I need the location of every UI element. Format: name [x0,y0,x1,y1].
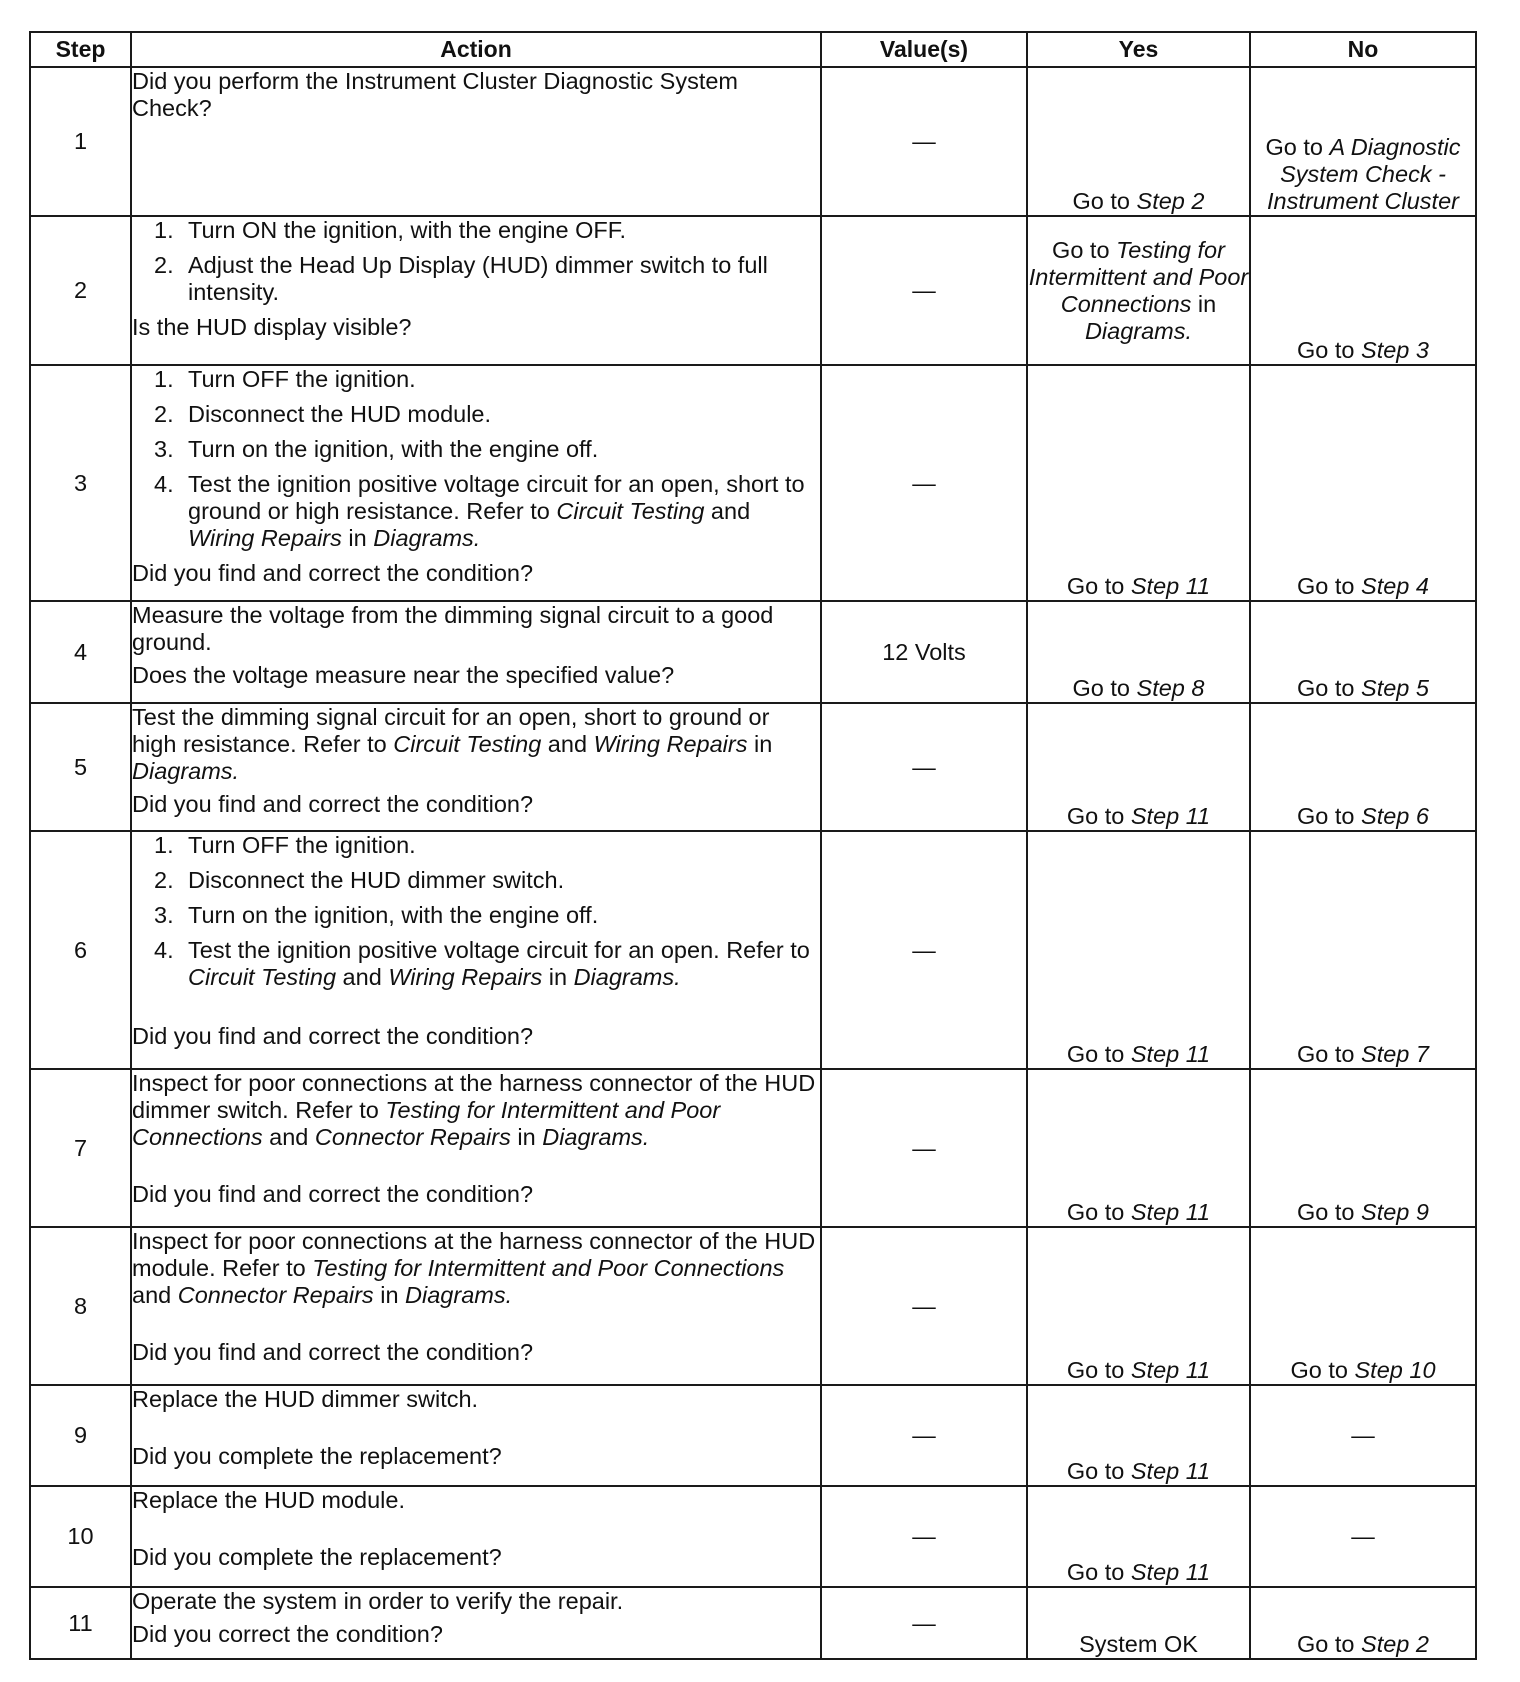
value-cell: — [821,67,1027,216]
yes-cell [1027,703,1250,831]
value-cell: — [821,1227,1027,1385]
action-text [131,601,821,703]
no-prefix: Go to [1297,337,1362,363]
spacer [132,1413,820,1443]
action-question: Did you complete the replacement? [132,1544,502,1570]
list-item: 2. Disconnect the HUD dimmer switch. [154,867,565,893]
action-question: Did you find and correct the condition? [132,1339,534,1365]
table-row [30,1587,1476,1659]
yes-link[interactable]: Step 11 [1130,1041,1211,1067]
ref-link[interactable]: Connector Repairs [314,1124,511,1150]
list-item-text: Disconnect the HUD module. [188,401,492,427]
action-text [131,1069,821,1227]
list-item-text: Turn OFF the ignition. [188,366,416,392]
table-row [30,67,1476,216]
connector-text: and [704,498,751,524]
table-row [30,1227,1476,1385]
ref-link[interactable]: Wiring Repairs [388,964,543,990]
value-cell: — [821,1385,1027,1486]
ref-link[interactable]: Diagrams. [542,1124,650,1150]
action-list [132,217,820,306]
list-item-text: Turn on the ignition, with the engine off. [188,902,599,928]
table-row [30,1486,1476,1587]
table-row [30,365,1476,601]
value-cell: — [821,365,1027,601]
yes-link-2[interactable]: Diagrams. [1084,317,1193,344]
list-item-text: Disconnect the HUD dimmer switch. [188,867,565,893]
yes-prefix: Go to [1066,1199,1131,1225]
step-number: 6 [30,831,131,1069]
ref-link[interactable]: Connector Repairs [177,1282,374,1308]
value-cell: 12 Volts [821,601,1027,703]
action-text [131,1385,821,1486]
connector-text: in [542,964,574,990]
action-instruction: Replace the HUD module. [132,1487,405,1513]
no-cell [1250,1227,1476,1385]
no-prefix: Go to [1297,1041,1362,1067]
no-link[interactable]: Step 2 [1361,1631,1429,1657]
ref-link[interactable]: Circuit Testing [393,731,542,757]
action-text [131,1486,821,1587]
table-row [30,703,1476,831]
ref-link[interactable]: Diagrams. [405,1282,513,1308]
step-number: 1 [30,67,131,216]
action-text [131,1587,821,1659]
connector-text: in [747,731,773,757]
step-number: 5 [30,703,131,831]
action-text [131,703,821,831]
no-link[interactable]: Step 7 [1361,1041,1429,1067]
list-item-text: Test the ignition positive voltage circuit for an open, short to ground or high resistance. Refer to [188,471,805,524]
yes-prefix: Go to [1066,1559,1131,1585]
list-item: 3. Turn on the ignition, with the engine off. [154,902,599,928]
step-number: 3 [30,365,131,601]
action-text [131,831,821,1069]
no-cell: — [1250,1385,1476,1486]
list-item: 4. Test the ignition positive voltage circuit for an open, short to ground or high resistance. Refer to Circuit Testing and Wiring Repairs in Diagrams. [154,471,805,551]
table-row [30,831,1476,1069]
list-item-text: Turn ON the ignition, with the engine OFF. [188,217,627,243]
yes-prefix: Go to [1066,1458,1131,1484]
value-cell: — [821,1587,1027,1659]
list-item: 2. Adjust the Head Up Display (HUD) dimmer switch to full intensity. [154,252,768,305]
no-cell [1250,831,1476,1069]
step-number: 8 [30,1227,131,1385]
yes-prefix: Go to [1072,188,1137,214]
yes-mid: in [1191,290,1217,317]
no-cell [1250,601,1476,703]
no-link[interactable]: Step 4 [1361,573,1429,599]
diagnostic-table [29,31,1477,1660]
yes-link[interactable]: Step 11 [1130,1199,1211,1225]
list-item: 1. Turn ON the ignition, with the engine OFF. [154,217,627,243]
spacer [132,999,820,1023]
action-instruction [132,1228,820,1309]
yes-cell [1027,1069,1250,1227]
value-cell: — [821,1486,1027,1587]
yes-prefix: Go to [1066,1041,1131,1067]
header-yes: Yes [1027,32,1250,67]
no-cell [1250,365,1476,601]
yes-prefix: Go to [1052,236,1117,263]
yes-link[interactable]: Step 11 [1130,1559,1211,1585]
yes-cell [1027,831,1250,1069]
instruction-text: Inspect for poor connections at the harness connector of the HUD dimmer switch. Refer to [132,1070,816,1123]
action-question: Did you find and correct the condition? [132,791,534,817]
ref-link[interactable]: Circuit Testing [556,498,705,524]
list-item: 1. Turn OFF the ignition. [154,366,416,392]
value-cell: — [821,703,1027,831]
list-item-text: Turn on the ignition, with the engine off. [188,436,599,462]
table-row [30,601,1476,703]
value-cell: — [821,216,1027,365]
no-prefix: Go to [1297,675,1362,701]
list-item: 2. Disconnect the HUD module. [154,401,492,427]
no-cell [1250,1587,1476,1659]
connector-text: and [336,964,389,990]
no-prefix: Go to [1290,1357,1355,1383]
list-item-text: Turn OFF the ignition. [188,832,416,858]
action-question: Did you find and correct the condition? [132,1181,534,1207]
no-link[interactable]: A Diagnostic System Check - Instrument Cluster [1267,134,1461,214]
yes-cell [1027,1385,1250,1486]
ref-link[interactable]: Diagrams. [373,525,481,551]
step-number: 2 [30,216,131,365]
no-prefix: Go to [1265,134,1330,160]
yes-cell [1027,601,1250,703]
yes-prefix: Go to [1066,1357,1131,1383]
ref-link[interactable]: Testing for Intermittent and Poor Connections [132,1097,721,1150]
action-question: Did you complete the replacement? [132,1443,502,1469]
connector-text: and [541,731,594,757]
table-row [30,1069,1476,1227]
no-cell [1250,703,1476,831]
yes-link[interactable]: Testing for Intermittent and Poor Connections [1028,236,1249,317]
no-cell [1250,1069,1476,1227]
instruction-text: Test the dimming signal circuit for an open, short to ground or high resistance. Refer to [132,704,770,757]
table-row [30,1385,1476,1486]
value-cell: — [821,831,1027,1069]
yes-link[interactable]: Step 11 [1130,1357,1211,1383]
no-prefix: Go to [1297,803,1362,829]
yes-cell [1027,1227,1250,1385]
action-text [131,216,821,365]
ref-link[interactable]: Testing for Intermittent and Poor Connections [312,1255,785,1281]
yes-link[interactable]: Step 11 [1130,803,1211,829]
list-item: 1. Turn OFF the ignition. [154,832,416,858]
no-cell [1250,216,1476,365]
ref-link[interactable]: Diagrams. [132,758,240,784]
ref-link[interactable]: Wiring Repairs [593,731,748,757]
header-action: Action [131,32,821,67]
list-item: 4. Test the ignition positive voltage circuit for an open. Refer to Circuit Testing and Wiring Repairs in Diagrams. [154,937,810,990]
action-text [131,1227,821,1385]
yes-cell [1027,216,1250,365]
connector-text: in [341,525,374,551]
table-row [30,216,1476,365]
yes-link[interactable]: Step 2 [1136,188,1205,214]
ref-link[interactable]: Wiring Repairs [188,525,342,551]
instruction-text: Inspect for poor connections at the harness connector of the HUD module. Refer to [132,1228,816,1281]
no-prefix: Go to [1297,1199,1362,1225]
yes-cell [1027,365,1250,601]
action-question: Did you find and correct the condition? [132,1023,534,1049]
action-instruction [132,704,820,785]
yes-link[interactable]: Step 8 [1136,675,1205,701]
yes-link[interactable]: Step 11 [1130,573,1211,599]
connector-text: and [132,1282,178,1308]
spacer [132,1309,820,1339]
action-instruction: Did you perform the Instrument Cluster Diagnostic System Check? [132,68,739,121]
spacer [132,1514,820,1544]
no-cell: — [1250,1486,1476,1587]
ref-link[interactable]: Circuit Testing [188,964,337,990]
action-question: Is the HUD display visible? [132,314,412,340]
yes-prefix: Go to [1066,803,1131,829]
action-text [131,365,821,601]
no-link[interactable]: Step 5 [1361,675,1429,701]
header-row [30,32,1476,67]
no-link[interactable]: Step 10 [1354,1357,1436,1383]
header-values: Value(s) [821,32,1027,67]
list-item: 3. Turn on the ignition, with the engine off. [154,436,599,462]
step-number: 9 [30,1385,131,1486]
connector-text: in [373,1282,406,1308]
step-number: 11 [30,1587,131,1659]
action-instruction: Replace the HUD dimmer switch. [132,1386,479,1412]
yes-cell [1027,67,1250,216]
action-instruction: Operate the system in order to verify the repair. [132,1588,624,1614]
action-question: Did you correct the condition? [132,1621,443,1647]
action-text [131,67,821,216]
action-question: Did you find and correct the condition? [132,560,534,586]
yes-prefix: Go to [1066,573,1131,599]
connector-text: in [510,1124,543,1150]
yes-prefix: Go to [1072,675,1137,701]
no-prefix: Go to [1297,1631,1362,1657]
action-list [132,832,820,991]
header-no: No [1250,32,1476,67]
value-cell: — [821,1069,1027,1227]
list-item-text: Test the ignition positive voltage circuit for an open. Refer to [188,937,810,963]
step-number: 4 [30,601,131,703]
step-number: 10 [30,1486,131,1587]
spacer [132,1151,820,1181]
yes-cell [1027,1486,1250,1587]
action-list [132,366,820,552]
no-link[interactable]: Step 9 [1361,1199,1429,1225]
ref-link[interactable]: Diagrams. [573,964,681,990]
connector-text: and [262,1124,315,1150]
no-cell [1250,67,1476,216]
yes-link[interactable]: Step 11 [1130,1458,1211,1484]
action-instruction [132,1070,820,1151]
yes-cell: System OK [1027,1587,1250,1659]
no-link[interactable]: Step 3 [1361,337,1429,363]
header-step: Step [30,32,131,67]
action-instruction: Measure the voltage from the dimming signal circuit to a good ground. [132,602,774,655]
no-link[interactable]: Step 6 [1361,803,1429,829]
step-number: 7 [30,1069,131,1227]
no-prefix: Go to [1297,573,1362,599]
action-question: Does the voltage measure near the specified value? [132,662,675,688]
list-item-text: Adjust the Head Up Display (HUD) dimmer switch to full intensity. [188,252,768,305]
